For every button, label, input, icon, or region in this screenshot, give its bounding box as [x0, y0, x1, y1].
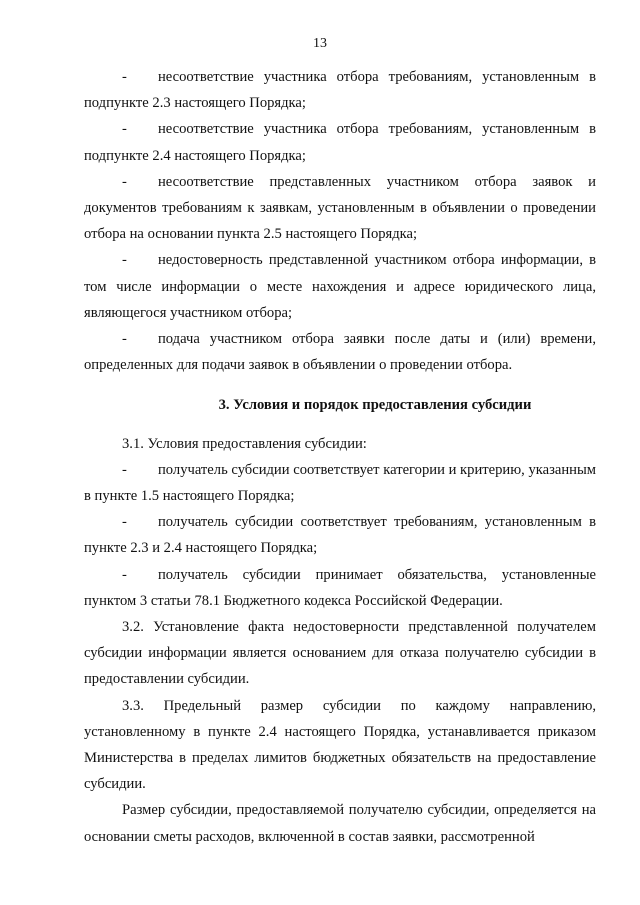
list-item	[84, 169, 596, 248]
page-number: 13	[313, 36, 327, 51]
paragraph-3-1: 3.1. Условия предоставления субсидии:	[122, 435, 367, 452]
list-item	[84, 64, 596, 116]
list-item-text: несоответствие представленных участником отбора заявок и документов требованиям к заявкам, установленным в объявлении о проведении отбора на основании пункта 2.5 настоящего Порядка;	[84, 173, 596, 243]
list-item-text: получатель субсидии соответствует категории и критерию, указанным в пункте 1.5 настоящего Порядка;	[84, 461, 596, 505]
paragraph-3-3: 3.3. Предельный размер субсидии по каждому направлению, установленному в пункте 2.4 настоящего Порядка, устанавливается приказом Министерства в пределах лимитов бюджетных обязательств на предоставление субсидии.	[84, 697, 596, 793]
list-dash: -	[122, 121, 127, 138]
list-item	[84, 247, 596, 326]
list-item-text: недостоверность представленной участником отбора информации, в том числе информации о месте нахождения и адресе юридического лица, являющегося участником отбора;	[84, 252, 596, 321]
list-item-text: несоответствие участника отбора требованиям, установленным в подпункте 2.3 настоящего Порядка;	[84, 69, 596, 112]
list-dash: -	[122, 461, 127, 478]
section-heading: 3. Условия и порядок предоставления субсидии	[218, 397, 532, 414]
list-dash: -	[122, 252, 127, 269]
list-item-text: получатель субсидии соответствует требованиям, установленным в пункте 2.3 и 2.4 настоящего Порядка;	[84, 514, 596, 557]
list-item	[84, 116, 596, 168]
paragraph-3-2: 3.2. Установление факта недостоверности представленной получателем субсидии информации является основанием для отказа получателю субсидии в предоставлении субсидии.	[84, 619, 596, 688]
list-item	[84, 509, 596, 561]
list-item-text: получатель субсидии принимает обязательства, установленные пунктом 3 статьи 78.1 Бюджетного кодекса Российской Федерации.	[84, 566, 596, 609]
list-dash: -	[122, 566, 127, 583]
paragraph-subsidy-amount: Размер субсидии, предоставляемой получателю субсидии, определяется на основании сметы расходов, включенной в состав заявки, рассмотренной	[84, 802, 596, 845]
list-dash: -	[122, 514, 127, 531]
list-item-text: несоответствие участника отбора требованиям, установленным в подпункте 2.4 настоящего Порядка;	[84, 121, 596, 164]
list-dash: -	[122, 331, 127, 348]
list-dash: -	[122, 173, 127, 190]
list-item	[84, 326, 596, 378]
list-item	[84, 457, 596, 509]
list-item	[84, 562, 596, 614]
document-body	[84, 64, 596, 850]
list-item-text: подача участником отбора заявки после даты и (или) времени, определенных для подачи заявок в объявлении о проведении отбора.	[84, 331, 596, 374]
list-dash: -	[122, 69, 127, 85]
